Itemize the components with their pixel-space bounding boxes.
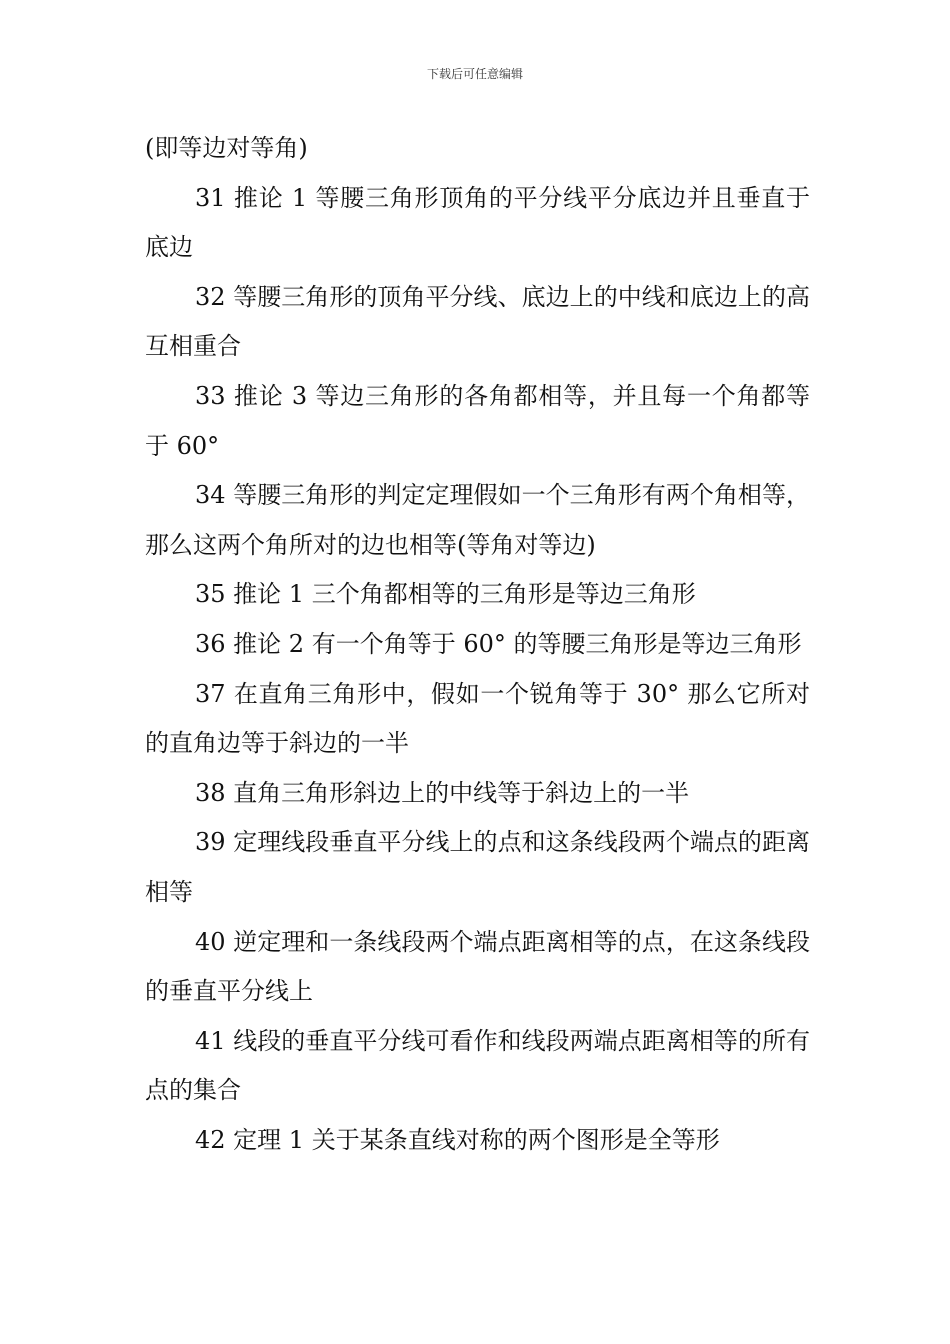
- document-body: [145, 124, 810, 1165]
- paragraph: 38 直角三角形斜边上的中线等于斜边上的一半: [195, 778, 690, 807]
- paragraph: (即等边对等角): [145, 134, 308, 162]
- paragraph: 34 等腰三角形的判定定理假如一个三角形有两个角相等，那么这两个角所对的边也相等(等角对等边): [145, 481, 810, 559]
- paragraph: 42 定理 1 关于某条直线对称的两个图形是全等形: [195, 1125, 720, 1154]
- paragraph: 31 推论 1 等腰三角形顶角的平分线平分底边并且垂直于底边: [145, 183, 810, 262]
- page-header: 下载后可任意编辑: [426, 67, 523, 81]
- paragraph: 39 定理线段垂直平分线上的点和这条线段两个端点的距离相等: [145, 828, 810, 906]
- paragraph: 36 推论 2 有一个角等于 60° 的等腰三角形是等边三角形: [195, 629, 802, 658]
- paragraph: 37 在直角三角形中，假如一个锐角等于 30° 那么它所对的直角边等于斜边的一半: [145, 679, 810, 758]
- paragraph: 40 逆定理和一条线段两个端点距离相等的点，在这条线段的垂直平分线上: [145, 927, 810, 1006]
- paragraph: 33 推论 3 等边三角形的各角都相等，并且每一个角都等于 60°: [145, 381, 810, 460]
- paragraph: 41 线段的垂直平分线可看作和线段两端点距离相等的所有点的集合: [145, 1026, 810, 1105]
- paragraph: 35 推论 1 三个角都相等的三角形是等边三角形: [195, 580, 696, 609]
- paragraph: 32 等腰三角形的顶角平分线、底边上的中线和底边上的高互相重合: [145, 282, 810, 361]
